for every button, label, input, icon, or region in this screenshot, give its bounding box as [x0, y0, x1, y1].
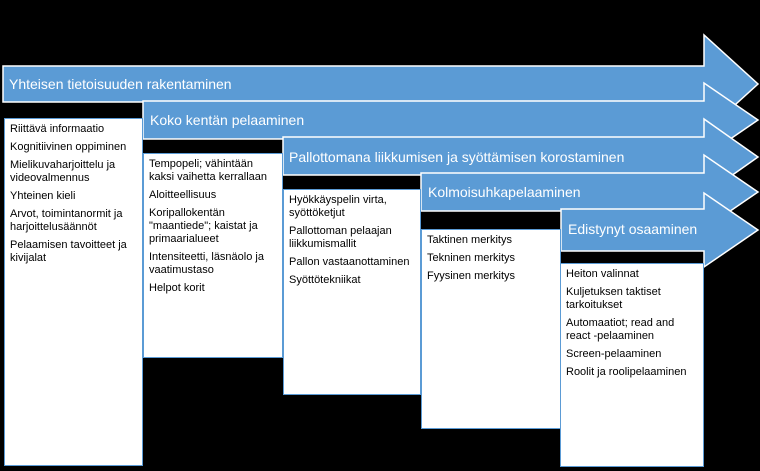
stage-4-box	[421, 229, 561, 429]
stage-5-title: Edistynyt osaaminen	[568, 221, 698, 237]
list-item: Pallottoman pelaajan liikkumismallit	[289, 225, 392, 250]
list-item: Pallon vastaanottaminen	[289, 256, 410, 268]
list-item: Tempopeli; vähintään kaksi vaihetta kerrallaan	[149, 158, 268, 183]
list-item: Hyökkäyspelin virta, syöttöketjut	[289, 194, 387, 219]
list-item: Koripallokentän "maantiede"; kaistat ja primaarialueet	[149, 207, 258, 245]
list-item: Tekninen merkitys	[427, 252, 516, 264]
stage-1-box	[4, 118, 143, 466]
list-item: Kognitiivinen oppiminen	[10, 141, 127, 153]
list-item: Riittävä informaatio	[10, 123, 105, 135]
list-item: Intensiteetti, läsnäolo ja vaatimustaso	[149, 251, 264, 276]
stage-2-list	[149, 158, 277, 295]
list-item: Roolit ja roolipelaaminen	[566, 366, 687, 378]
stage-1-title: Yhteisen tietoisuuden rakentaminen	[9, 76, 232, 92]
stage-2-title: Koko kentän pelaaminen	[150, 112, 305, 128]
list-item: Mielikuvaharjoittelu ja videovalmennus	[10, 159, 116, 184]
list-item: Arvot, toimintanormit ja harjoittelusäännöt	[10, 208, 123, 233]
list-item: Aloitteellisuus	[149, 189, 217, 201]
stage-5-box	[560, 263, 704, 467]
list-item: Heiton valinnat	[566, 268, 639, 280]
stage-5-list	[566, 268, 698, 379]
list-item: Helpot korit	[149, 282, 205, 294]
stage-3-title: Pallottomana liikkumisen ja syöttämisen korostaminen	[289, 149, 625, 165]
list-item: Kuljetuksen taktiset tarkoitukset	[566, 286, 661, 311]
stage-4-list	[427, 234, 555, 283]
stage-1-list	[10, 123, 137, 265]
list-item: Taktinen merkitys	[427, 234, 512, 246]
stage-2-box	[143, 153, 283, 358]
stage-4-title: Kolmoisuhkapelaaminen	[428, 184, 581, 200]
list-item: Fyysinen merkitys	[427, 270, 516, 282]
list-item: Automaatiot; read and react -pelaaminen	[566, 317, 675, 342]
list-item: Screen-pelaaminen	[566, 348, 662, 360]
stage-3-box	[283, 189, 421, 395]
list-item: Yhteinen kieli	[10, 190, 76, 202]
stage-3-list	[289, 194, 415, 287]
list-item: Pelaamisen tavoitteet ja kivijalat	[10, 239, 127, 264]
list-item: Syöttötekniikat	[289, 274, 361, 286]
